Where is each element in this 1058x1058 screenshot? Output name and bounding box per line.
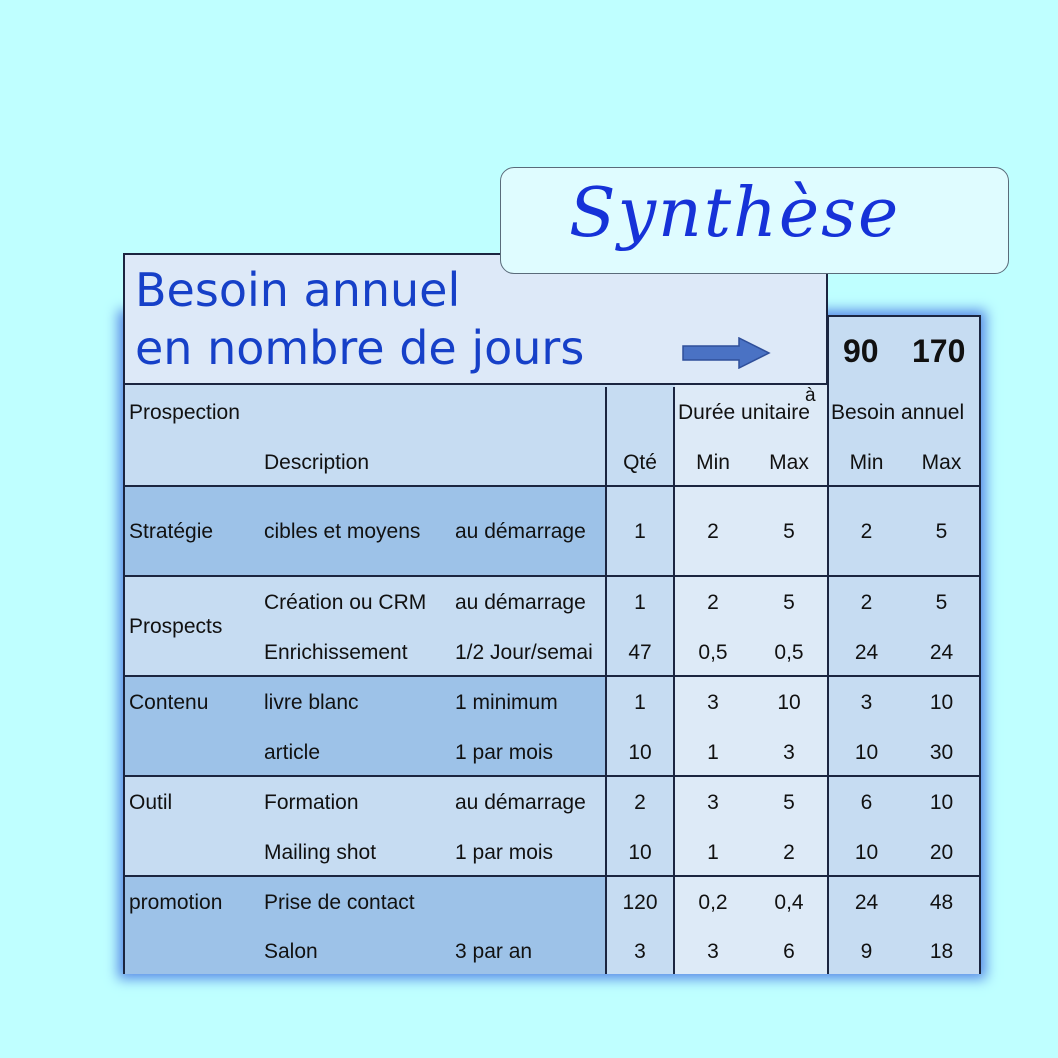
header-unit-min: Min xyxy=(696,451,730,474)
row-unit-min: 2 xyxy=(707,520,719,543)
row-unit-max: 2 xyxy=(783,841,795,864)
total-min-days: 90 xyxy=(843,333,879,369)
row-unit-max: 5 xyxy=(783,791,795,814)
row-unit-min: 3 xyxy=(707,691,719,714)
row-unit-min: 1 xyxy=(707,741,719,764)
stray-letter: à xyxy=(805,385,816,406)
row-annual-min: 24 xyxy=(854,891,879,914)
row-unit-min: 3 xyxy=(707,791,719,814)
row-annual-max: 30 xyxy=(929,741,954,764)
arrow-right-icon xyxy=(681,337,771,369)
row-annual-max: 5 xyxy=(935,520,948,543)
row-description: article xyxy=(264,741,321,764)
divider xyxy=(125,575,979,577)
row-qty: 47 xyxy=(628,641,652,664)
row-annual-max: 48 xyxy=(929,891,954,914)
row-unit-max: 3 xyxy=(783,741,795,764)
row-frequency: 1 minimum xyxy=(455,691,558,714)
row-annual-max: 10 xyxy=(929,791,954,814)
row-frequency: au démarrage xyxy=(455,591,586,614)
row-description: cibles et moyens xyxy=(264,520,421,543)
row-unit-min: 1 xyxy=(707,841,719,864)
row-annual-min: 3 xyxy=(860,691,873,714)
row-qty: 1 xyxy=(634,591,646,614)
row-frequency: 3 par an xyxy=(455,940,533,963)
row-annual-max: 18 xyxy=(929,940,954,963)
row-unit-max: 0,5 xyxy=(774,641,804,664)
row-qty: 1 xyxy=(634,691,646,714)
row-qty: 10 xyxy=(628,841,652,864)
row-frequency: au démarrage xyxy=(455,791,586,814)
row-description: Prise de contact xyxy=(264,891,415,914)
row-annual-min: 2 xyxy=(860,520,873,543)
row-qty: 120 xyxy=(622,891,658,914)
header-unit-duration: Durée unitaire xyxy=(678,401,810,424)
banner-line-1: Besoin annuel xyxy=(135,263,461,317)
divider xyxy=(605,387,607,974)
row-unit-min: 0,5 xyxy=(698,641,728,664)
row-unit-min: 0,2 xyxy=(698,891,728,914)
row-category: Stratégie xyxy=(129,520,214,543)
total-max-days: 170 xyxy=(912,333,966,369)
row-category: Outil xyxy=(129,791,173,814)
row-description: livre blanc xyxy=(264,691,359,714)
row-annual-min: 10 xyxy=(854,741,879,764)
row-unit-max: 5 xyxy=(783,591,795,614)
row-qty: 1 xyxy=(634,520,646,543)
row-annual-max: 20 xyxy=(929,841,954,864)
row-category: Prospects xyxy=(129,615,223,638)
row-frequency: au démarrage xyxy=(455,520,586,543)
row-frequency: 1 par mois xyxy=(455,741,554,764)
row-annual-min: 6 xyxy=(860,791,873,814)
divider xyxy=(125,675,979,677)
header-qty: Qté xyxy=(623,451,657,474)
row-frequency: 1/2 Jour/semai xyxy=(455,641,593,664)
row-description: Formation xyxy=(264,791,359,814)
header-unit-max: Max xyxy=(769,451,809,474)
header-annual-need: Besoin annuel xyxy=(831,401,965,424)
row-qty: 10 xyxy=(628,741,652,764)
row-category: promotion xyxy=(129,891,223,914)
row-category: Contenu xyxy=(129,691,209,714)
row-annual-max: 10 xyxy=(929,691,954,714)
row-qty: 2 xyxy=(634,791,646,814)
header-annual-min: Min xyxy=(849,451,884,474)
divider xyxy=(125,485,979,487)
row-unit-min: 2 xyxy=(707,591,719,614)
row-unit-min: 3 xyxy=(707,940,719,963)
header-section: Prospection xyxy=(129,401,240,424)
row-description: Mailing shot xyxy=(264,841,377,864)
row-unit-max: 10 xyxy=(777,691,801,714)
row-annual-min: 10 xyxy=(854,841,879,864)
page-title: Synthèse xyxy=(569,174,901,253)
title-box xyxy=(500,167,1009,274)
row-unit-max: 5 xyxy=(783,520,795,543)
row-annual-min: 24 xyxy=(854,641,879,664)
row-unit-max: 0,4 xyxy=(774,891,804,914)
header-annual-max: Max xyxy=(921,451,962,474)
banner-line-2: en nombre de jours xyxy=(135,321,585,375)
row-description: Création ou CRM xyxy=(264,591,427,614)
row-annual-min: 2 xyxy=(860,591,873,614)
row-description: Salon xyxy=(264,940,318,963)
row-description: Enrichissement xyxy=(264,641,408,664)
row-frequency: 1 par mois xyxy=(455,841,554,864)
row-unit-max: 6 xyxy=(783,940,795,963)
divider xyxy=(673,387,675,974)
divider xyxy=(125,775,979,777)
summary-table xyxy=(123,315,981,974)
row-annual-min: 9 xyxy=(860,940,873,963)
row-annual-max: 5 xyxy=(935,591,948,614)
row-qty: 3 xyxy=(634,940,646,963)
header-description: Description xyxy=(264,451,370,474)
row-annual-max: 24 xyxy=(929,641,954,664)
divider xyxy=(125,875,979,877)
